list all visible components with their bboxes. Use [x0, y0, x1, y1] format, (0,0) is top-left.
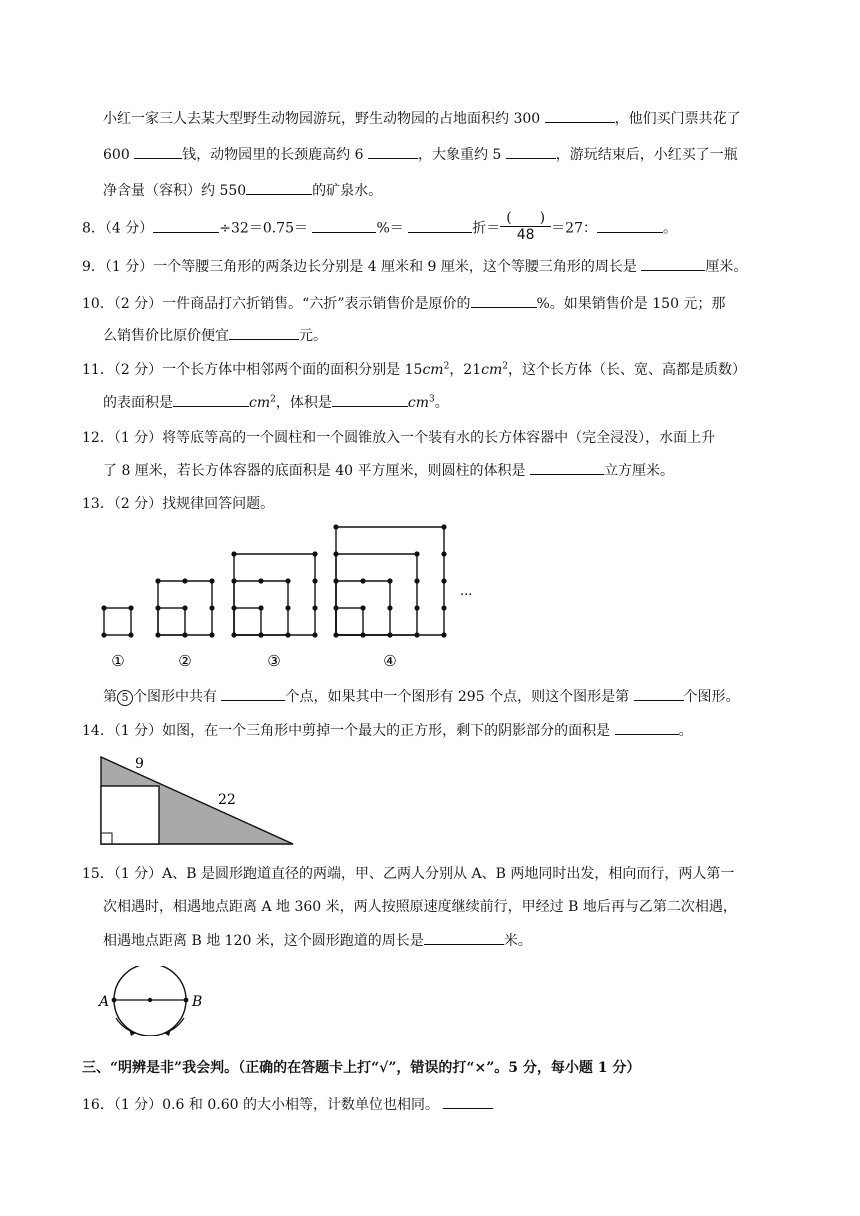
q7-line-2: 600 钱，动物园里的长颈鹿高约 6 ，大象重约 5 ，游玩结束后，小红买了一瓶 [103, 144, 738, 165]
question-11-line-1: 11．（2 分）一个长方体中相邻两个面的面积分别是 $15cm^2$，$21cm^2$，这个长方体（长、宽、高都是质数） [82, 361, 746, 378]
fraction-numerator[interactable]: ( ) [500, 210, 551, 227]
question-12-line-2: 了 8 厘米，若长方体容器的底面积是 40 平方厘米，则圆柱的体积是 立方厘米。 [103, 460, 674, 481]
q7-line-3: 净含量（容积）约 550 的矿泉水。 [103, 180, 382, 201]
answer-blank[interactable] [332, 392, 408, 407]
q7-line-1: 小红一家三人去某大型野生动物园游玩，野生动物园的占地面积约 300 ，他们买门票共花了 [103, 108, 741, 129]
answer-blank[interactable] [368, 144, 418, 159]
answer-blank[interactable] [229, 325, 299, 340]
section-3-title: 三、“明辨是非”我会判。（正确的在答题卡上打“√”，错误的打“×”。5 分，每小题 1 分） [82, 1060, 641, 1076]
answer-blank[interactable] [424, 930, 504, 945]
arrow-b [164, 1018, 184, 1033]
answer-blank[interactable] [641, 256, 705, 271]
circular-track-figure [96, 966, 216, 1036]
answer-blank[interactable] [246, 180, 312, 195]
circled-number-5: 5 [117, 690, 133, 706]
answer-blank[interactable] [443, 1094, 493, 1109]
ellipsis: ... [460, 584, 473, 599]
pattern-figure-1 [104, 608, 131, 635]
cut-square [101, 786, 159, 844]
answer-blank[interactable] [173, 392, 249, 407]
answer-blank[interactable] [134, 144, 182, 159]
answer-blank[interactable] [634, 686, 684, 701]
answer-blank[interactable] [597, 218, 663, 233]
answer-blank[interactable] [408, 218, 472, 233]
figure-label-4: ④ [383, 652, 397, 670]
question-11-line-2: 的表面积是 $cm^2$，体积是 $cm^3$。 [103, 392, 449, 413]
figure-label-1: ① [111, 652, 125, 670]
answer-blank[interactable] [545, 108, 615, 123]
question-13: 13．（2 分）找规律回答问题。 [82, 496, 275, 512]
pattern-figure-3 [234, 554, 315, 635]
label-a: A [99, 994, 110, 1010]
question-8: 8．（4 分） ÷32＝0.75＝ %＝ 折＝ $\frac{( )}{48}$ ＝27： 。 [82, 210, 677, 243]
question-15-line-3: 相遇地点距离 B 地 120 米，这个圆形跑道的周长是 米。 [103, 930, 532, 951]
triangle-square-figure [98, 752, 298, 848]
question-10-line-2: 么销售价比原价便宜 元。 [103, 325, 327, 346]
label-9: 9 [135, 756, 144, 772]
question-14: 14．（1 分）如图，在一个三角形中剪掉一个最大的正方形，剩下的阴影部分的面积是 。 [82, 720, 693, 741]
answer-blank[interactable] [506, 144, 556, 159]
fraction [500, 210, 551, 243]
answer-blank[interactable] [312, 218, 376, 233]
arrow-a [116, 1018, 136, 1033]
question-15-line-1: 15．（1 分）A、B 是圆形跑道直径的两端，甲、乙两人分别从 A、B 两地同时出发，相向而行，两人第一 [82, 866, 735, 882]
answer-blank[interactable] [471, 293, 537, 308]
question-10-line-1: 10．（2 分）一件商品打六折销售。“六折”表示销售价是原价的 %。如果销售价是 150 元；那 [82, 293, 725, 314]
fraction-denominator: 48 [516, 227, 535, 243]
label-22: 22 [218, 792, 236, 808]
answer-blank[interactable] [153, 218, 219, 233]
answer-blank[interactable] [615, 720, 679, 735]
answer-blank[interactable] [530, 460, 604, 475]
dot-pattern-figure [96, 524, 476, 674]
question-15-line-2: 次相遇时，相遇地点距离 A 地 360 米，两人按照原速度继续前行，甲经过 B 地后再与乙第二次相遇， [103, 899, 737, 915]
question-13-line-2: 第 5 个图形中共有 个点，如果其中一个图形有 295 个点，则这个图形是第 个图形。 [103, 686, 740, 707]
figure-label-2: ② [178, 652, 192, 670]
question-12-line-1: 12．（1 分）将等底等高的一个圆柱和一个圆锥放入一个装有水的长方体容器中（完全浸没），水面上升 [82, 430, 716, 446]
answer-blank[interactable] [221, 686, 285, 701]
question-9: 9．（1 分）一个等腰三角形的两条边长分别是 4 厘米和 9 厘米，这个等腰三角形的周长是 厘米。 [82, 256, 747, 277]
figure-label-3: ③ [267, 652, 281, 670]
question-16: 16．（1 分）0.6 和 0.60 的大小相等，计数单位也相同。 [82, 1094, 493, 1115]
label-b: B [192, 994, 203, 1010]
